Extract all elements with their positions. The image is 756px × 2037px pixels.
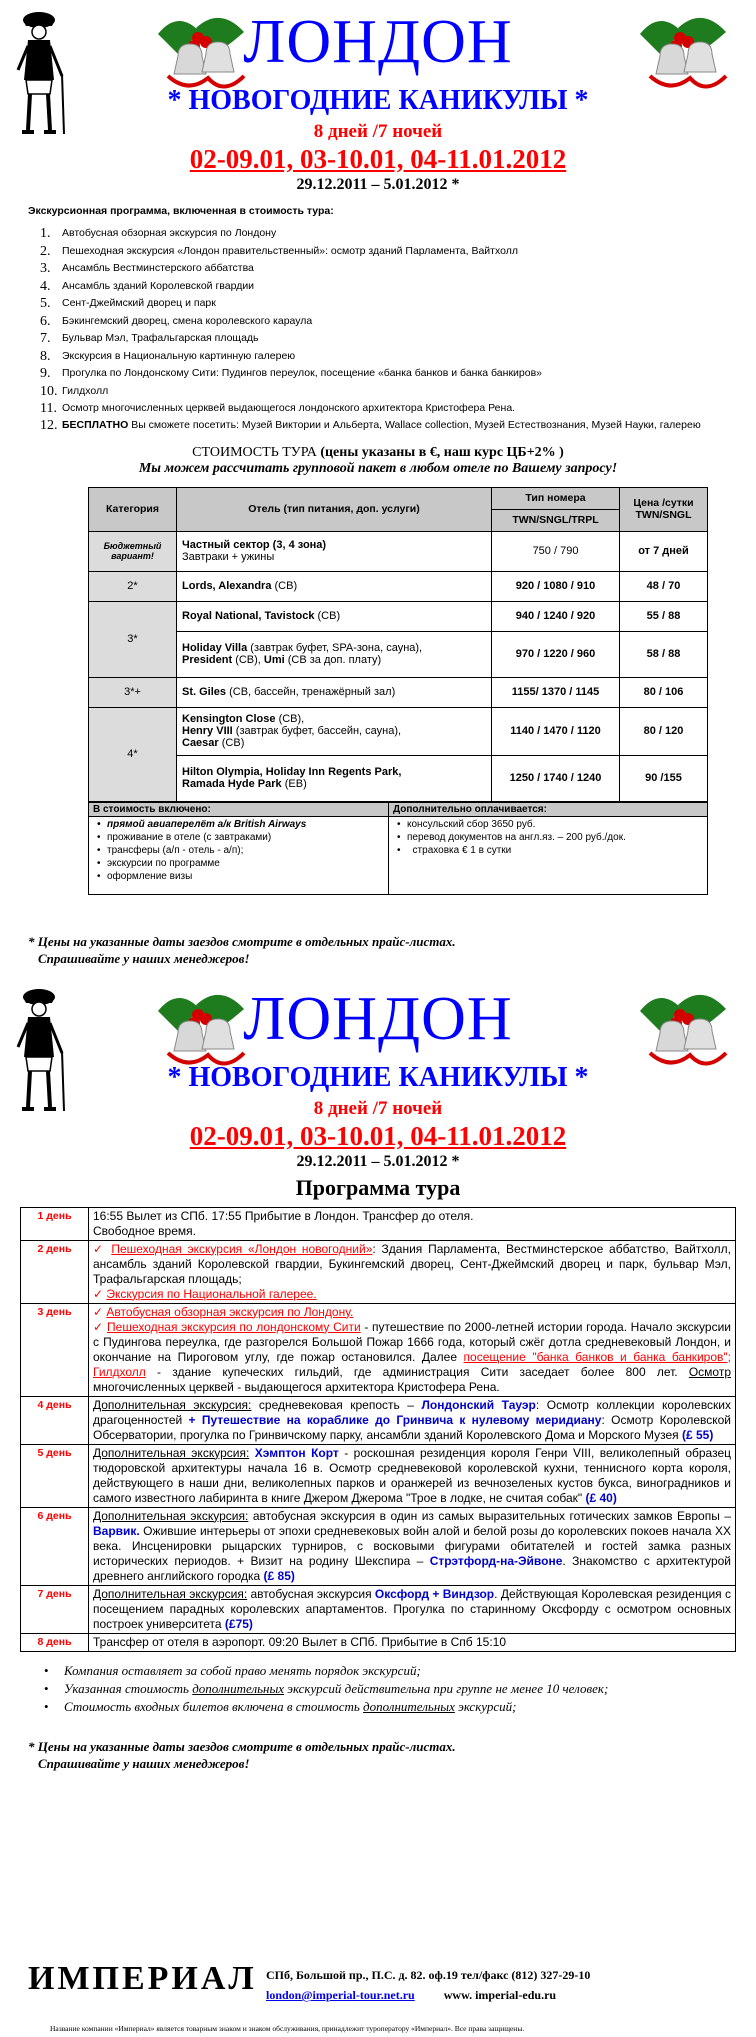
list-item: 6. Бэкингемский дворец, смена королевского караула (40, 313, 313, 329)
table-row: 6 день Дополнительная экскурсия: автобусная экскурсия в один из самых выразительных готических замков Европы – Варвик. Ожившие интерьеры от эпохи средневековых войн алой и белой розы до королевских покоев начала XX века. Инсценировки рыцарских турниров, с восковыми фигурами обитателей и гостей замка разных исторических периодов. + Визит на родину Шекспира – Стрэтфорд-на-Эйвоне. Знакомство с архитектурой древнего английского городка (£ 85) (21, 1507, 736, 1585)
table-row: Бюджетный вариант! Частный сектор (3, 4 зона) Завтраки + ужины 750 / 790 от 7 дней (89, 531, 708, 571)
page-title: ЛОНДОН (243, 8, 513, 76)
table-row: 3 день ✓ Автобусная обзорная экскурсия по Лондону. ✓ Пешеходная экскурсия по лондонскому Сити - путешествие по 2000-летней истории города. Начало экскурсии с Пудингова переулка, где разгорелся Большой Пожар 1666 года, который сжёг дотла средневековый Лондон, и окончание на Пироговом углу, где пожар остановился. Далее посещение "банка банков и банка банкиров"; Гилдхолл - здание купеческих гильдий, где администрация Сити заседает более 800 лет. Осмотр многочисленных церквей - выдающегося архитектора Кристофера Рена. (21, 1303, 736, 1396)
notes-list (64, 1662, 714, 1716)
program-table (20, 1207, 736, 1652)
list-item: 5. Сент-Джеймский дворец и парк (40, 296, 216, 311)
price-table (88, 487, 708, 802)
list-item: • Компания оставляет за собой право менять порядок экскурсий; (64, 1662, 714, 1680)
table-row: 4 день Дополнительная экскурсия: средневековая крепость – Лондонский Тауэр: Осмотр коллекции королевских драгоценностей + Путешествие на кораблике до Гринвича к нулевому меридиану: Осмотр Королевской Обсерватории, прогулка по Гринвичскому парку, ансамбли зданий Королевского Дома и Морского Музея (£ 55) (21, 1396, 736, 1444)
table-header-row (89, 487, 708, 509)
excursions-title: Экскурсионная программа, включенная в стоимость тура: (28, 205, 334, 217)
company-address: СПб, Большой пр., П.С. д. 82. оф.19 тел/факс (812) 327-29-10 (266, 1968, 591, 1982)
list-item: • трансферы (а/п - отель - а/п); (107, 844, 384, 857)
col-room-sub: TWN/SNGL/TRPL (492, 509, 620, 531)
table-row: Hilton Olympia, Holiday Inn Regents Park, Ramada Hyde Park (EB) 1250 / 1740 / 1240 90 /155 (89, 755, 708, 801)
table-row: 1 день 16:55 Вылет из СПб. 17:55 Прибытие в Лондон. Трансфер до отеля. Свободное время. (21, 1207, 736, 1240)
list-item: 4. Ансамбль зданий Королевской гвардии (40, 278, 255, 294)
col-room-type: Тип номера (492, 487, 620, 509)
tour-range: 29.12.2011 – 5.01.2012 * (296, 1152, 460, 1170)
col-price-day: Цена /сутки TWN/SNGL (620, 487, 708, 531)
header-2 (0, 977, 756, 1169)
page-title: ЛОНДОН (243, 984, 513, 1053)
list-item: • Стоимость входных билетов включена в стоимость дополнительных экскурсий; (64, 1698, 714, 1716)
website-link[interactable]: www. imperial-edu.ru (443, 1988, 557, 2002)
table-row: 2* Lords, Alexandra (CB) 920 / 1080 / 910 48 / 70 (89, 571, 708, 601)
tour-dates: 02-09.01, 03-10.01, 04-11.01.2012 (189, 144, 567, 174)
included-title: В стоимость включено: (89, 802, 389, 816)
footnote-1: * Цены на указанные даты заездов смотрите в отдельных прайс-листах. Спрашивайте у наших менеджеров! (28, 933, 456, 966)
cost-title: СТОИМОСТЬ ТУРА (цены указаны в €, наш курс ЦБ+2% ) (192, 444, 564, 460)
list-item: • проживание в отеле (с завтраками) (107, 831, 384, 844)
list-item: • перевод документов на англ.яз. – 200 руб./док. (407, 831, 703, 844)
tour-dates: 02-09.01, 03-10.01, 04-11.01.2012 (189, 1120, 567, 1151)
tour-duration: 8 дней /7 ночей (313, 1097, 443, 1119)
list-item: 9. Прогулка по Лондонскому Сити: Пудингов переулок, посещение «банка банков и банка банкиров» (40, 366, 543, 381)
list-item: 11. Осмотр многочисленных церквей выдающегося лондонского архитектора Кристофера Рена. (40, 401, 516, 416)
list-item: 7. Бульвар Мэл, Трафальгарская площадь (40, 331, 259, 346)
list-item: • Указанная стоимость дополнительных экскурсий действительна при группе не менее 10 человек; (64, 1680, 714, 1698)
table-row: 5 день Дополнительная экскурсия: Хэмптон Корт - роскошная резиденция короля Генри VIII, великолепный образец тюдоровской архитектуры начала 16 в. Осмотр средневековой королевской кухни, теннисного корта короля, действующего в наши дни, великолепных парков и оранжерей из вечнозеленых кустов букса, виноградников и самого известного лабиринта в книге Джером Джерома "Трое в лодке, не считая собак" (£ 40) (21, 1444, 736, 1507)
page-subtitle: * НОВОГОДНИЕ КАНИКУЛЫ * (167, 85, 589, 116)
list-item: 2. Пешеходная экскурсия «Лондон правительственный»: осмотр зданий Парламента, Вайтхолл (40, 243, 518, 259)
legal-notice: Название компании «Империал» является товарным знаком и знаком обслуживания, принадлежит туроператору «Империал». Все права защищены. (50, 2024, 525, 2033)
list-item: 8. Экскурсия в Национальную картинную галерею (40, 348, 296, 364)
list-item: 12. БЕСПЛАТНО Вы сможете посетить: Музей Виктории и Альберта, Wallace collection, Музей Естествознания, Музей Науки, галерею (40, 417, 701, 433)
table-row: 4* Kensington Close (CB), Henry VIII (завтрак буфет, бассейн, сауна), Caesar (CB) 1140 / 1470 / 1120 80 / 120 (89, 707, 708, 755)
tour-duration: 8 дней /7 ночей (313, 121, 443, 142)
list-item: • экскурсии по программе (107, 857, 384, 870)
list-item: • консульский сбор 3650 руб. (407, 818, 703, 831)
cost-note: Мы можем рассчитать групповой пакет в любом отеле по Вашему запросу! (138, 460, 618, 476)
table-row: 2 день ✓ Пешеходная экскурсия «Лондон новогодний»: Здания Парламента, Вестминстерское аббатство, Вайтхолл, ансамбль зданий Королевской гвардии, Букингемский дворец, Сент-Джеймский дворец и парк, бульвар Мэл, Трафальгарская площадь; ✓ Экскурсия по Национальной галерее. (21, 1240, 736, 1303)
program-title: Программа тура (295, 1174, 461, 1200)
included-list (93, 818, 384, 883)
list-item: 10. Гилдхолл (40, 383, 109, 399)
col-category: Категория (89, 487, 177, 531)
tour-range: 29.12.2011 – 5.01.2012 * (296, 176, 460, 193)
table-row: 8 день Трансфер от отеля в аэропорт. 09:20 Вылет в СПб. Прибытие в Спб 15:10 (21, 1633, 736, 1651)
company-contacts (266, 1988, 556, 2003)
footer (0, 1948, 756, 2037)
table-row: 3*+ St. Giles (CB, бассейн, тренажёрный зал) 1155/ 1370 / 1145 80 / 106 (89, 677, 708, 707)
table-row: 3* Royal National, Tavistock (CB) 940 / 1240 / 920 55 / 88 (89, 601, 708, 631)
company-logo: ИМПЕРИАЛ (28, 1960, 257, 1997)
included-table (88, 802, 708, 895)
list-item: 1. Автобусная обзорная экскурсия по Лондону (40, 226, 277, 241)
col-hotel: Отель (тип питания, доп. услуги) (177, 487, 492, 531)
email-link[interactable]: london@imperial-tour.net.ru (266, 1988, 415, 2002)
list-item: • страховка € 1 в сутки (407, 844, 703, 857)
list-item: 3. Ансамбль Вестминстерского аббатства (40, 261, 254, 276)
header-1 (0, 0, 756, 195)
extra-title: Дополнительно оплачивается: (389, 802, 708, 816)
extra-list (393, 818, 703, 857)
list-item: • прямой авиаперелёт а/к British Airways (107, 818, 384, 831)
list-item: • оформление визы (107, 870, 384, 883)
footnote-2: * Цены на указанные даты заездов смотрите в отдельных прайс-листах. Спрашивайте у наших менеджеров! (28, 1738, 456, 1771)
page-subtitle: * НОВОГОДНИЕ КАНИКУЛЫ * (167, 1061, 589, 1093)
excursions-list (40, 225, 752, 433)
table-row: Holiday Villa (завтрак буфет, SPA-зона, сауна), President (CB), Umi (CB за доп. плату) 970 / 1220 / 960 58 / 88 (89, 631, 708, 677)
table-row: 7 день Дополнительная экскурсия: автобусная экскурсия Оксфорд + Виндзор. Действующая Королевская резиденция с посещением парадных королевских апартаментов. Прогулка по старинному Оксфорду с осмотром основных построек университета (£75) (21, 1585, 736, 1633)
